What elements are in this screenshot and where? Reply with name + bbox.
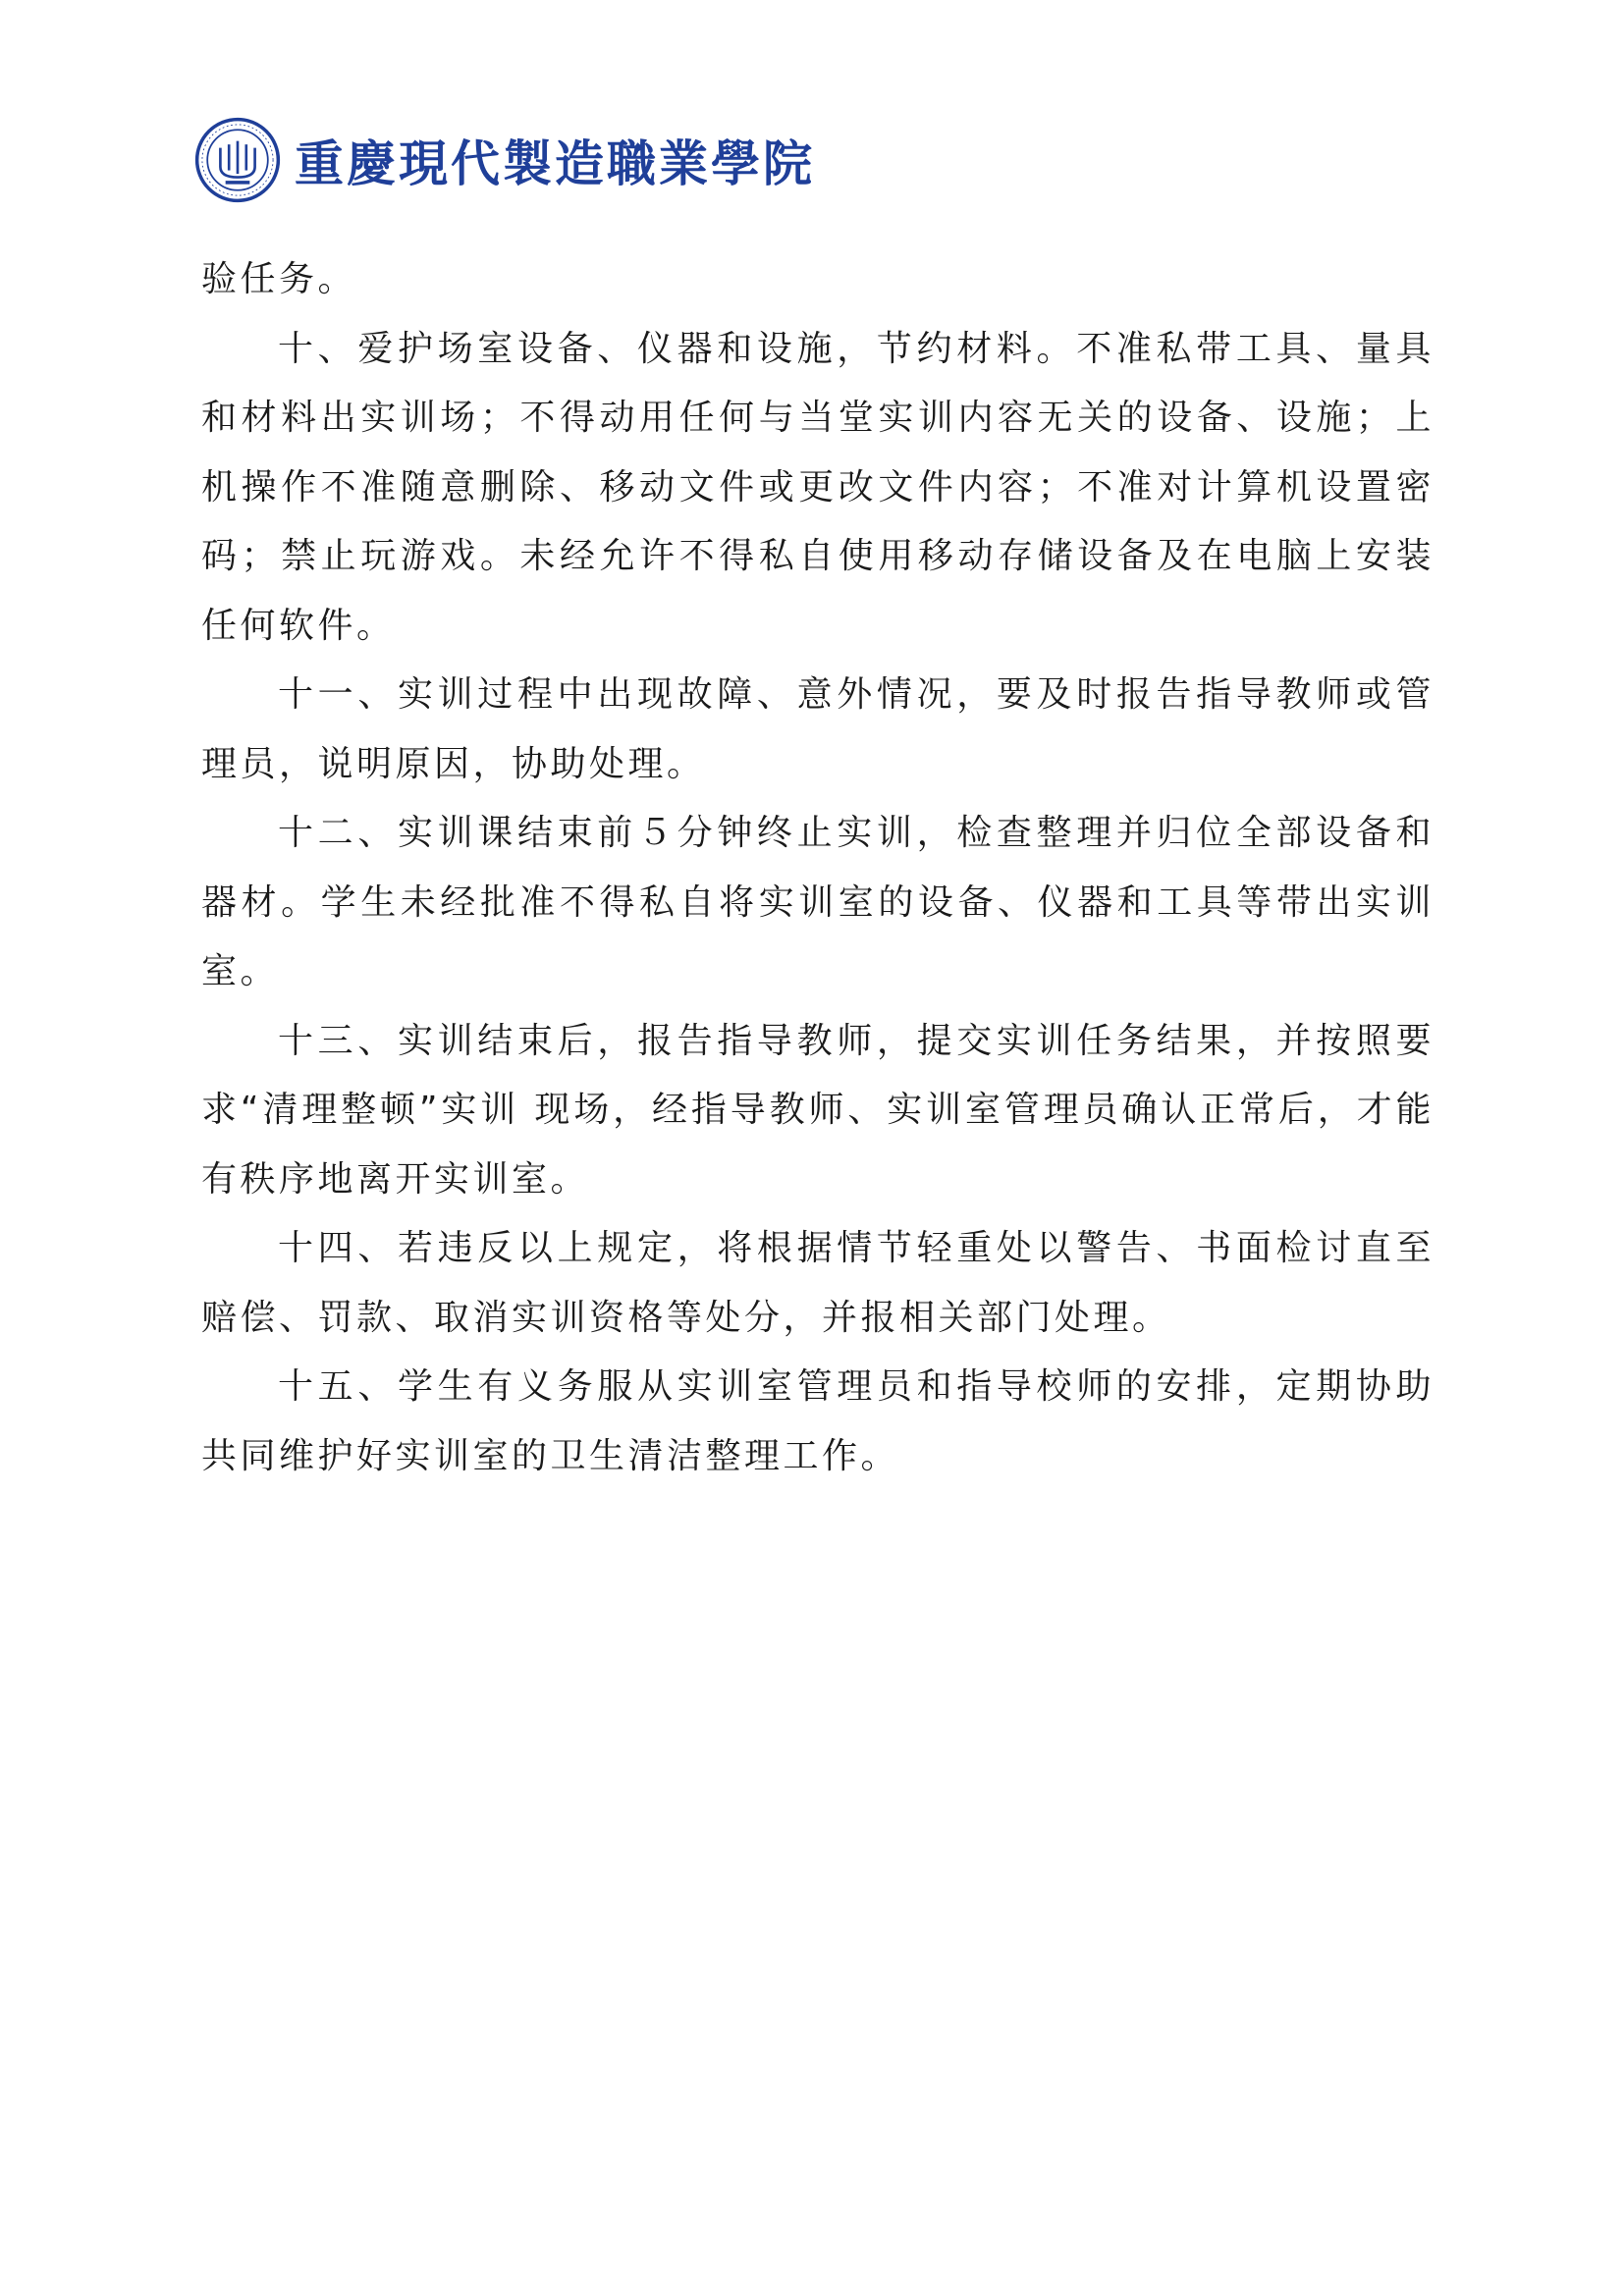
college-seal-logo-icon bbox=[194, 117, 281, 203]
page-header bbox=[194, 116, 815, 204]
paragraph-rule-15: 十五、学生有义务服从实训室管理员和指导校师的安排，定期协助共同维护好实训室的卫生清洁整理工作。 bbox=[201, 1366, 1435, 1476]
paragraph-rule-12: 十二、实训课结束前５分钟终止实训，检查整理并归位全部设备和器材。学生未经批准不得私自将实训室的设备、仪器和工具等带出实训室。 bbox=[201, 813, 1435, 991]
school-name: 重慶現代製造職業學院 bbox=[295, 134, 815, 192]
paragraph-continuation: 验任务。 bbox=[201, 259, 357, 299]
paragraph-rule-14: 十四、若违反以上规定，将根据情节轻重处以警告、书面检讨直至赔偿、罚款、取消实训资格等处分，并报相关部门处理。 bbox=[201, 1228, 1435, 1338]
paragraph-rule-11: 十一、实训过程中出现故障、意外情况，要及时报告指导教师或管理员，说明原因，协助处理。 bbox=[201, 674, 1435, 784]
paragraph-rule-13: 十三、实训结束后，报告指导教师，提交实训任务结果，并按照要求“清理整顿”实训 现场，经指导教师、实训室管理员确认正常后，才能有秩序地离开实训室。 bbox=[201, 1020, 1435, 1200]
paragraph-rule-10: 十、爱护场室设备、仪器和设施，节约材料。不准私带工具、量具和材料出实训场；不得动用任何与当堂实训内容无关的设备、设施；上机操作不准随意删除、移动文件或更改文件内容；不准对计算机设置密码；禁止玩游戏。未经允许不得私自使用移动存储设备及在电脑上安装任何软件。 bbox=[201, 328, 1435, 646]
regulation-body bbox=[201, 245, 1435, 1491]
